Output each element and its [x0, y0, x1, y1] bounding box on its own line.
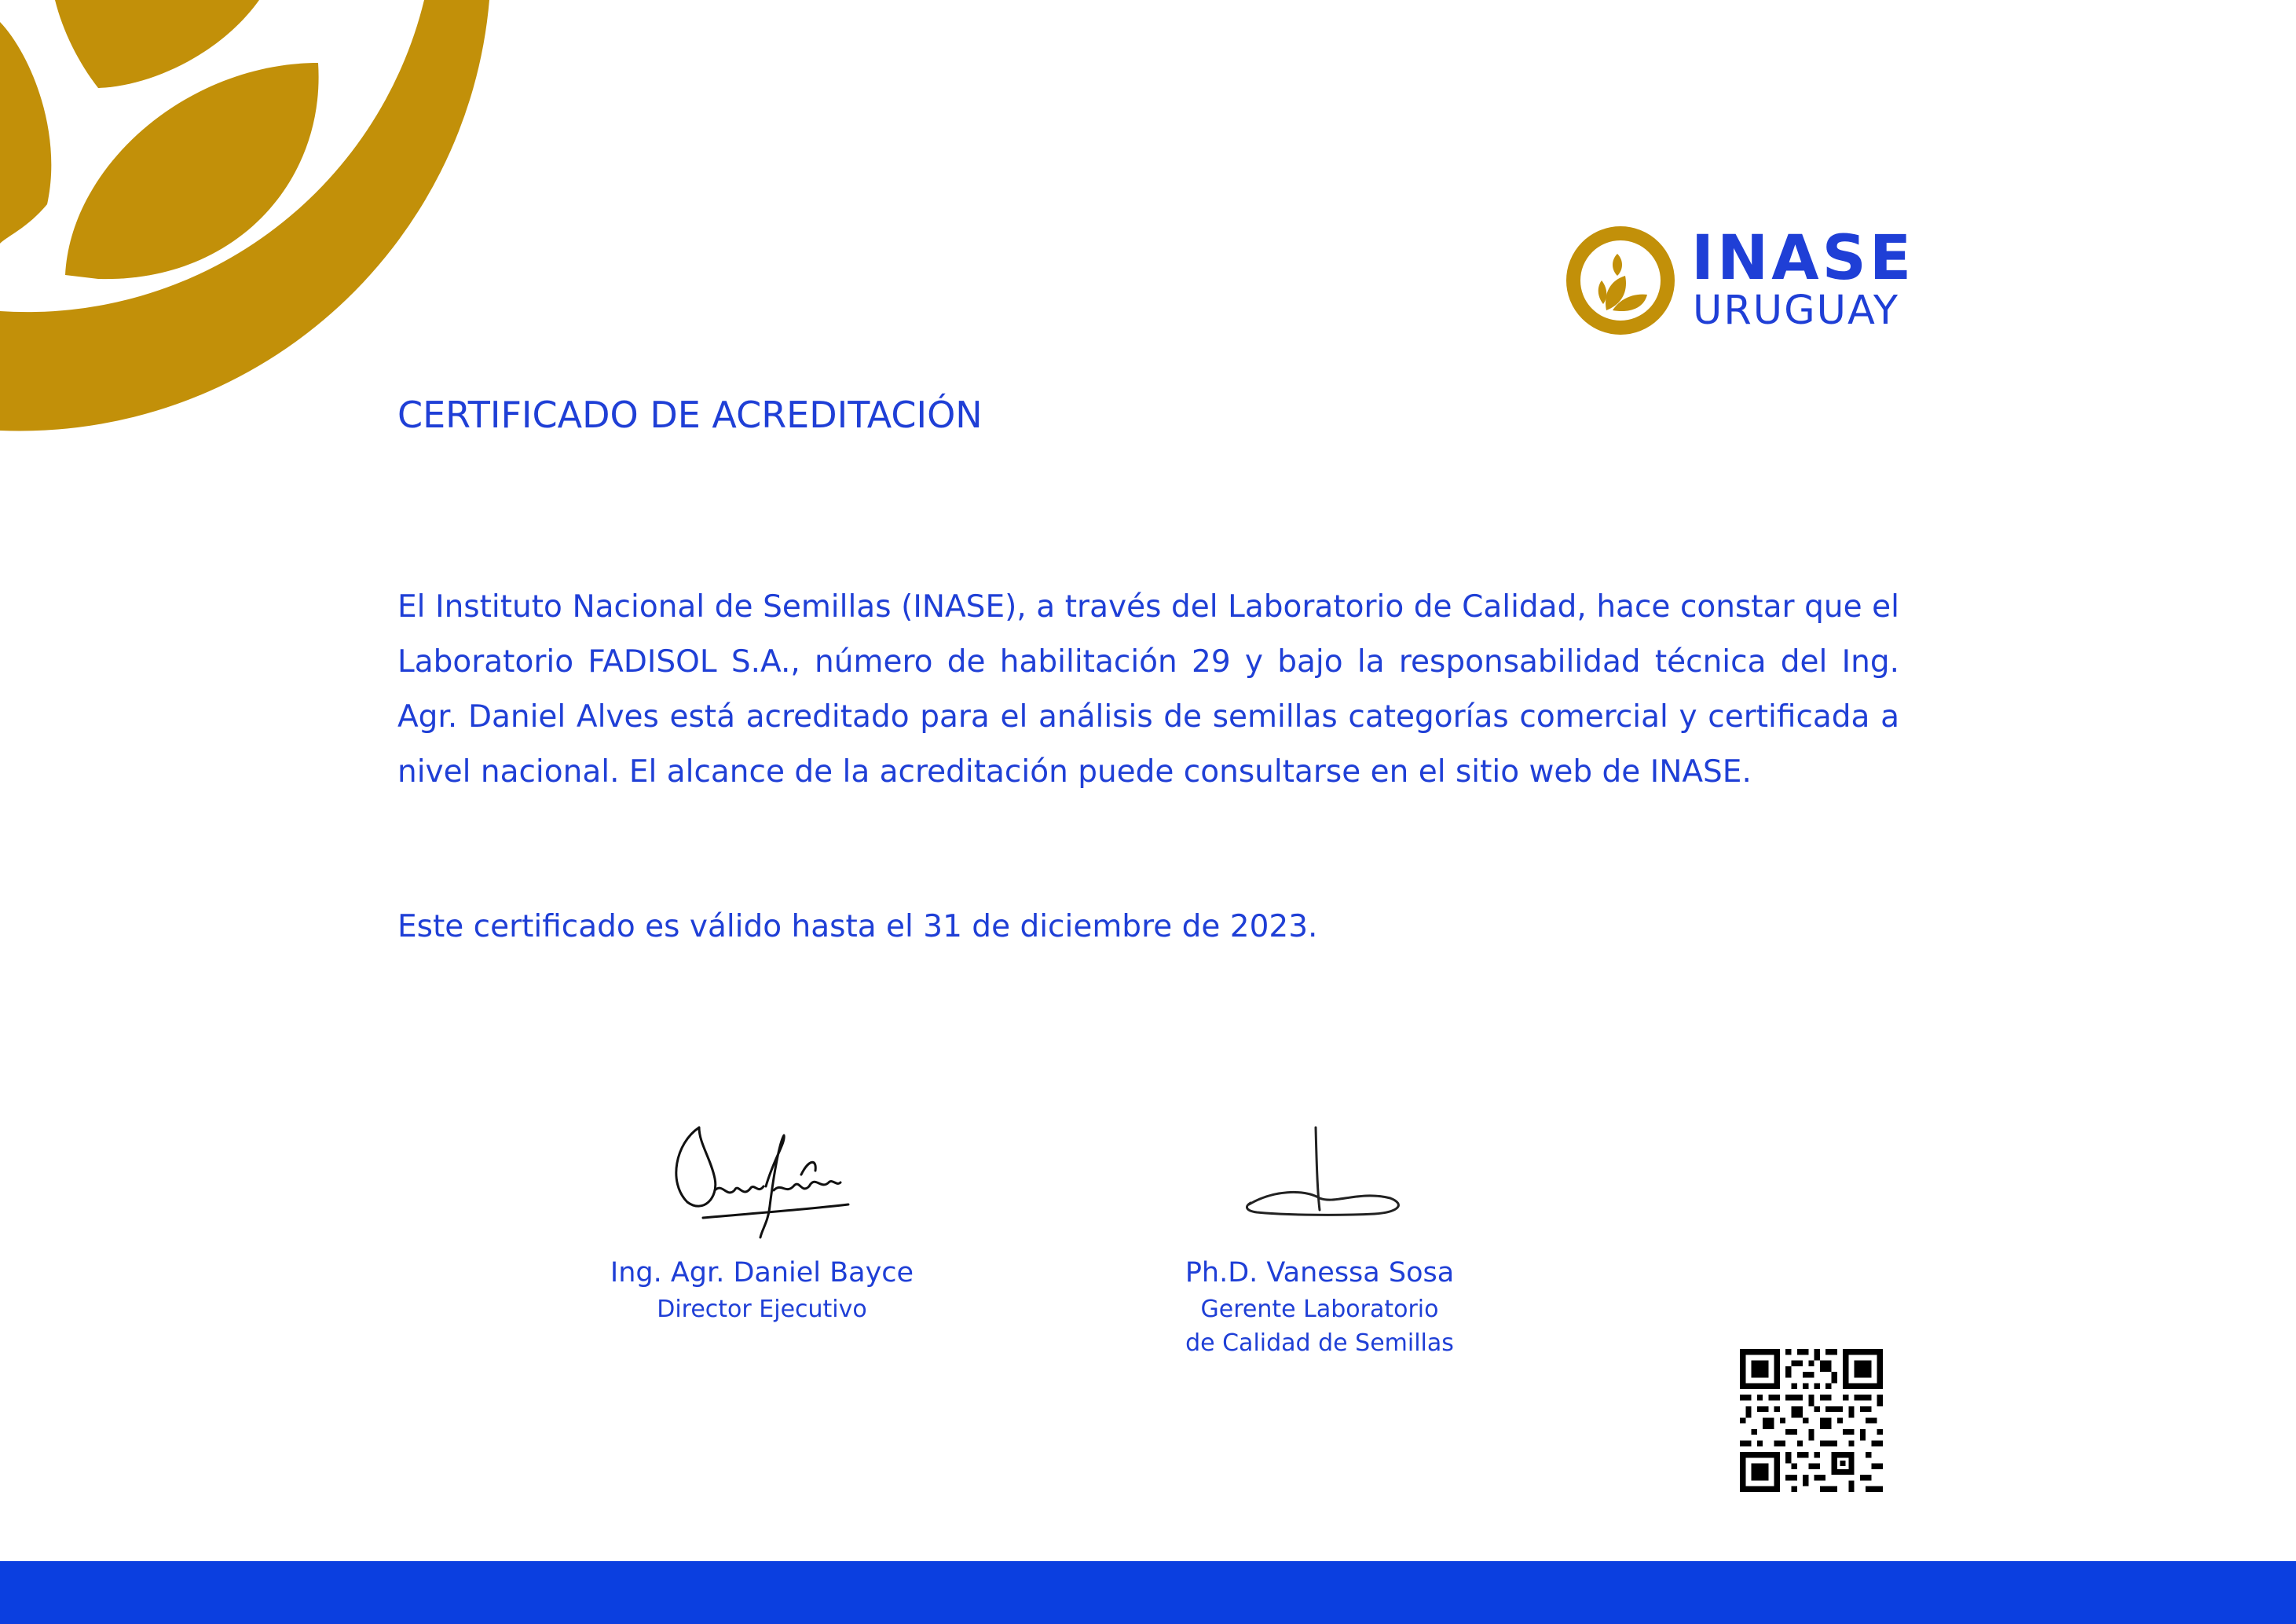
- leaf-icon: [1565, 225, 1675, 335]
- bottom-brand-bar: [0, 1561, 2296, 1624]
- signatory-role: Gerente Laboratorio: [1200, 1296, 1439, 1323]
- signatory-name: Ing. Agr. Daniel Bayce: [610, 1257, 914, 1289]
- signatory-role: Director Ejecutivo: [657, 1296, 867, 1323]
- signature-lab-manager: [1202, 1112, 1437, 1253]
- logo-title: INASE: [1691, 223, 1915, 294]
- signature-director: [644, 1112, 880, 1253]
- decorative-leaf-emblem: [0, 0, 503, 440]
- signatory-name: Ph.D. Vanessa Sosa: [1185, 1257, 1455, 1289]
- certificate-body: El Instituto Nacional de Semillas (INASE), a través del Laboratorio de Calidad, hace constar que el Laboratorio FADISOL S.A., número de habilitación 29 y bajo la responsabilidad técnica del Ing. Agr. Daniel Alves está acreditado para el análisis de semillas categorías comercial y certificada a nivel nacional. El alcance de la acreditación puede consultarse en el sitio web de INASE.: [397, 589, 1899, 790]
- signatory-role-line2: de Calidad de Semillas: [1185, 1329, 1454, 1357]
- inase-logo: [1565, 223, 1915, 335]
- qr-code: [1740, 1349, 1883, 1492]
- signature-block-director: [566, 1112, 958, 1326]
- logo-subtitle: URUGUAY: [1693, 288, 1900, 334]
- certificate-title: CERTIFICADO DE ACREDITACIÓN: [397, 394, 983, 436]
- signature-block-lab-manager: [1123, 1112, 1516, 1360]
- certificate-validity: Este certificado es válido hasta el 31 de diciembre de 2023.: [397, 909, 1318, 944]
